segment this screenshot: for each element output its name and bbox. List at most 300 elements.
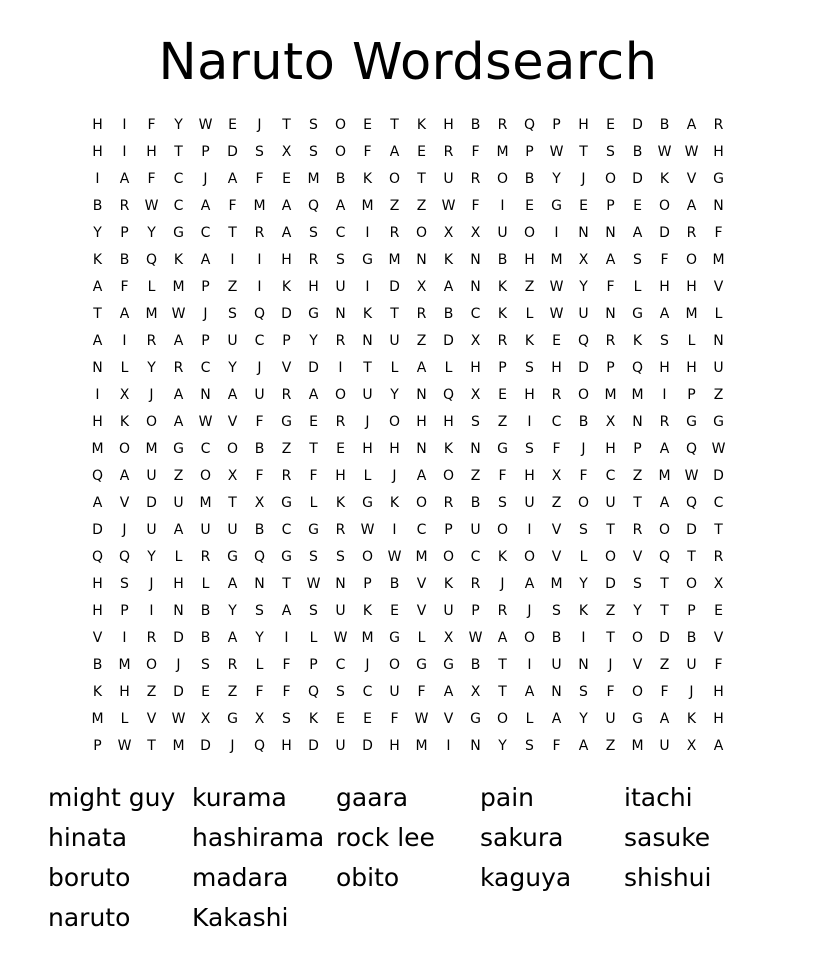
grid-cell[interactable]: R <box>497 117 508 133</box>
grid-cell[interactable]: K <box>632 333 643 349</box>
grid-cell[interactable]: I <box>365 279 370 295</box>
grid-cell[interactable]: S <box>525 360 534 376</box>
grid-cell[interactable]: K <box>443 441 454 457</box>
grid-cell[interactable]: S <box>525 441 534 457</box>
grid-cell[interactable]: Y <box>579 576 588 592</box>
grid-cell[interactable]: L <box>417 630 426 646</box>
grid-cell[interactable]: T <box>390 306 399 322</box>
grid-cell[interactable]: A <box>524 576 535 592</box>
grid-cell[interactable]: S <box>228 306 237 322</box>
grid-cell[interactable]: O <box>577 387 590 403</box>
grid-cell[interactable]: H <box>92 603 103 619</box>
grid-cell[interactable]: Y <box>498 738 507 754</box>
grid-cell[interactable]: G <box>497 441 508 457</box>
grid-cell[interactable]: G <box>173 225 184 241</box>
grid-cell[interactable]: M <box>307 171 320 187</box>
grid-cell[interactable]: I <box>527 414 532 430</box>
grid-cell[interactable]: F <box>552 441 561 457</box>
grid-cell[interactable]: I <box>122 630 127 646</box>
grid-cell[interactable]: C <box>335 225 346 241</box>
grid-cell[interactable]: W <box>414 711 429 727</box>
grid-cell[interactable]: O <box>334 144 347 160</box>
grid-cell[interactable]: K <box>416 117 427 133</box>
grid-cell[interactable]: H <box>470 360 481 376</box>
grid-cell[interactable]: N <box>470 441 481 457</box>
grid-cell[interactable]: O <box>415 495 428 511</box>
grid-cell[interactable]: M <box>145 441 158 457</box>
grid-cell[interactable]: N <box>254 576 265 592</box>
grid-cell[interactable]: H <box>443 414 454 430</box>
grid-cell[interactable]: X <box>443 630 454 646</box>
grid-cell[interactable]: A <box>551 711 562 727</box>
grid-cell[interactable]: R <box>335 333 346 349</box>
grid-cell[interactable]: Q <box>631 360 644 376</box>
grid-cell[interactable]: M <box>361 630 374 646</box>
grid-cell[interactable]: F <box>282 684 291 700</box>
grid-cell[interactable]: A <box>92 279 103 295</box>
grid-cell[interactable]: E <box>633 198 642 214</box>
grid-cell[interactable]: N <box>362 333 373 349</box>
grid-cell[interactable]: X <box>200 711 211 727</box>
grid-cell[interactable]: Z <box>524 279 535 295</box>
grid-cell[interactable]: O <box>361 549 374 565</box>
grid-cell[interactable]: O <box>118 441 131 457</box>
grid-cell[interactable]: N <box>173 603 184 619</box>
grid-cell[interactable]: U <box>254 387 265 403</box>
grid-cell[interactable]: N <box>416 387 427 403</box>
grid-cell[interactable]: Z <box>632 468 643 484</box>
grid-cell[interactable]: A <box>227 576 238 592</box>
grid-cell[interactable]: U <box>659 738 670 754</box>
grid-cell[interactable]: N <box>578 657 589 673</box>
grid-cell[interactable]: A <box>200 252 211 268</box>
grid-cell[interactable]: N <box>335 306 346 322</box>
grid-cell[interactable]: F <box>255 684 264 700</box>
grid-cell[interactable]: Y <box>390 387 399 403</box>
grid-cell[interactable]: I <box>500 198 505 214</box>
grid-cell[interactable]: Z <box>281 441 292 457</box>
grid-cell[interactable]: L <box>714 306 723 322</box>
grid-cell[interactable]: W <box>198 414 213 430</box>
grid-cell[interactable]: A <box>605 252 616 268</box>
grid-cell[interactable]: W <box>549 279 564 295</box>
grid-cell[interactable]: Y <box>579 279 588 295</box>
grid-cell[interactable]: Q <box>685 495 698 511</box>
grid-cell[interactable]: O <box>523 549 536 565</box>
grid-cell[interactable]: U <box>335 279 346 295</box>
grid-cell[interactable]: U <box>227 522 238 538</box>
grid-cell[interactable]: N <box>416 252 427 268</box>
grid-cell[interactable]: F <box>714 657 723 673</box>
grid-cell[interactable]: N <box>416 441 427 457</box>
grid-cell[interactable]: V <box>443 711 454 727</box>
grid-cell[interactable]: W <box>198 117 213 133</box>
grid-cell[interactable]: R <box>686 225 697 241</box>
grid-cell[interactable]: X <box>686 738 697 754</box>
grid-cell[interactable]: H <box>713 144 724 160</box>
grid-cell[interactable]: O <box>631 684 644 700</box>
grid-cell[interactable]: O <box>496 522 509 538</box>
grid-cell[interactable]: C <box>200 441 211 457</box>
grid-cell[interactable]: S <box>579 522 588 538</box>
grid-cell[interactable]: I <box>527 522 532 538</box>
grid-cell[interactable]: B <box>335 171 346 187</box>
grid-cell[interactable]: D <box>146 495 157 511</box>
grid-cell[interactable]: V <box>713 630 724 646</box>
grid-cell[interactable]: U <box>389 333 400 349</box>
grid-cell[interactable]: K <box>92 684 103 700</box>
grid-cell[interactable]: V <box>146 711 157 727</box>
grid-cell[interactable]: S <box>336 252 345 268</box>
grid-cell[interactable]: R <box>146 630 157 646</box>
grid-cell[interactable]: J <box>149 576 154 592</box>
grid-cell[interactable]: Y <box>255 630 264 646</box>
grid-cell[interactable]: N <box>470 279 481 295</box>
grid-cell[interactable]: O <box>199 468 212 484</box>
grid-cell[interactable]: G <box>713 414 724 430</box>
grid-cell[interactable]: I <box>122 117 127 133</box>
grid-cell[interactable]: A <box>578 738 589 754</box>
grid-cell[interactable]: N <box>92 360 103 376</box>
grid-cell[interactable]: S <box>309 549 318 565</box>
grid-cell[interactable]: D <box>308 738 319 754</box>
grid-cell[interactable]: R <box>227 657 238 673</box>
grid-cell[interactable]: D <box>713 468 724 484</box>
grid-cell[interactable]: T <box>228 225 237 241</box>
grid-cell[interactable]: M <box>658 468 671 484</box>
grid-cell[interactable]: O <box>442 468 455 484</box>
grid-cell[interactable]: P <box>120 225 129 241</box>
grid-cell[interactable]: E <box>525 198 534 214</box>
grid-cell[interactable]: T <box>633 495 642 511</box>
grid-cell[interactable]: A <box>173 522 184 538</box>
grid-cell[interactable]: X <box>605 414 616 430</box>
grid-cell[interactable]: T <box>498 657 507 673</box>
grid-cell[interactable]: H <box>686 360 697 376</box>
grid-cell[interactable]: B <box>524 171 535 187</box>
grid-cell[interactable]: Y <box>93 225 102 241</box>
grid-cell[interactable]: F <box>606 684 615 700</box>
grid-cell[interactable]: A <box>686 198 697 214</box>
grid-cell[interactable]: H <box>92 414 103 430</box>
grid-cell[interactable]: I <box>122 144 127 160</box>
grid-cell[interactable]: C <box>281 522 292 538</box>
grid-cell[interactable]: T <box>390 117 399 133</box>
grid-cell[interactable]: G <box>227 549 238 565</box>
grid-cell[interactable]: J <box>203 306 208 322</box>
grid-cell[interactable]: L <box>309 495 318 511</box>
grid-cell[interactable]: W <box>333 630 348 646</box>
grid-cell[interactable]: R <box>146 333 157 349</box>
grid-cell[interactable]: A <box>335 198 346 214</box>
grid-cell[interactable]: O <box>145 414 158 430</box>
grid-cell[interactable]: Y <box>228 603 237 619</box>
grid-cell[interactable]: O <box>658 522 671 538</box>
grid-cell[interactable]: A <box>200 198 211 214</box>
grid-cell[interactable]: P <box>633 441 642 457</box>
grid-cell[interactable]: T <box>282 117 291 133</box>
grid-cell[interactable]: T <box>498 684 507 700</box>
grid-cell[interactable]: N <box>200 387 211 403</box>
grid-cell[interactable]: L <box>120 360 129 376</box>
grid-cell[interactable]: J <box>176 657 181 673</box>
grid-cell[interactable]: E <box>336 441 345 457</box>
grid-cell[interactable]: A <box>389 144 400 160</box>
grid-cell[interactable]: K <box>497 549 508 565</box>
grid-cell[interactable]: G <box>389 630 400 646</box>
grid-cell[interactable]: J <box>689 684 694 700</box>
grid-cell[interactable]: H <box>335 468 346 484</box>
grid-cell[interactable]: F <box>390 711 399 727</box>
grid-cell[interactable]: M <box>199 495 212 511</box>
grid-cell[interactable]: O <box>631 630 644 646</box>
grid-cell[interactable]: T <box>660 576 669 592</box>
grid-cell[interactable]: R <box>497 333 508 349</box>
grid-cell[interactable]: U <box>227 333 238 349</box>
grid-cell[interactable]: T <box>282 576 291 592</box>
grid-cell[interactable]: J <box>230 738 235 754</box>
grid-cell[interactable]: P <box>444 522 453 538</box>
grid-cell[interactable]: A <box>281 198 292 214</box>
grid-cell[interactable]: S <box>336 684 345 700</box>
grid-cell[interactable]: W <box>549 306 564 322</box>
grid-cell[interactable]: P <box>552 117 561 133</box>
grid-cell[interactable]: B <box>443 306 454 322</box>
grid-cell[interactable]: K <box>173 252 184 268</box>
grid-cell[interactable]: A <box>308 387 319 403</box>
grid-cell[interactable]: Z <box>173 468 184 484</box>
grid-cell[interactable]: Z <box>389 198 400 214</box>
grid-cell[interactable]: X <box>713 576 724 592</box>
grid-cell[interactable]: H <box>362 441 373 457</box>
grid-cell[interactable]: G <box>551 198 562 214</box>
grid-cell[interactable]: Z <box>416 333 427 349</box>
grid-cell[interactable]: R <box>470 171 481 187</box>
grid-cell[interactable]: A <box>416 360 427 376</box>
grid-cell[interactable]: E <box>363 117 372 133</box>
grid-cell[interactable]: S <box>633 576 642 592</box>
grid-cell[interactable]: R <box>335 414 346 430</box>
grid-cell[interactable]: I <box>257 252 262 268</box>
grid-cell[interactable]: U <box>146 468 157 484</box>
grid-cell[interactable]: A <box>524 684 535 700</box>
grid-cell[interactable]: B <box>389 576 400 592</box>
grid-cell[interactable]: M <box>415 738 428 754</box>
grid-cell[interactable]: E <box>417 144 426 160</box>
grid-cell[interactable]: P <box>606 360 615 376</box>
grid-cell[interactable]: L <box>147 279 156 295</box>
grid-cell[interactable]: Z <box>497 414 508 430</box>
grid-cell[interactable]: H <box>524 468 535 484</box>
grid-cell[interactable]: F <box>120 279 129 295</box>
grid-cell[interactable]: S <box>498 495 507 511</box>
grid-cell[interactable]: T <box>147 738 156 754</box>
grid-cell[interactable]: A <box>713 738 724 754</box>
grid-cell[interactable]: U <box>470 522 481 538</box>
grid-cell[interactable]: M <box>253 198 266 214</box>
grid-cell[interactable]: P <box>498 360 507 376</box>
grid-cell[interactable]: H <box>713 711 724 727</box>
grid-cell[interactable]: S <box>282 711 291 727</box>
grid-cell[interactable]: F <box>498 468 507 484</box>
grid-cell[interactable]: V <box>713 279 724 295</box>
grid-cell[interactable]: V <box>686 171 697 187</box>
grid-cell[interactable]: P <box>687 603 696 619</box>
grid-cell[interactable]: D <box>281 306 292 322</box>
grid-cell[interactable]: L <box>255 657 264 673</box>
grid-cell[interactable]: F <box>714 225 723 241</box>
grid-cell[interactable]: G <box>362 495 373 511</box>
grid-cell[interactable]: Z <box>605 738 616 754</box>
grid-cell[interactable]: B <box>200 603 211 619</box>
grid-cell[interactable]: L <box>174 549 183 565</box>
grid-cell[interactable]: R <box>605 333 616 349</box>
grid-cell[interactable]: W <box>171 306 186 322</box>
grid-cell[interactable]: Q <box>523 117 536 133</box>
grid-cell[interactable]: Q <box>442 387 455 403</box>
grid-cell[interactable]: K <box>281 279 292 295</box>
grid-cell[interactable]: L <box>309 630 318 646</box>
grid-cell[interactable]: I <box>662 387 667 403</box>
grid-cell[interactable]: Z <box>227 279 238 295</box>
grid-cell[interactable]: A <box>443 684 454 700</box>
grid-cell[interactable]: O <box>145 657 158 673</box>
grid-cell[interactable]: P <box>201 144 210 160</box>
grid-cell[interactable]: M <box>172 279 185 295</box>
grid-cell[interactable]: X <box>416 279 427 295</box>
grid-cell[interactable]: H <box>659 360 670 376</box>
grid-cell[interactable]: W <box>684 468 699 484</box>
grid-cell[interactable]: M <box>631 738 644 754</box>
grid-cell[interactable]: U <box>605 711 616 727</box>
grid-cell[interactable]: Q <box>658 549 671 565</box>
grid-cell[interactable]: N <box>713 333 724 349</box>
grid-cell[interactable]: W <box>117 738 132 754</box>
grid-cell[interactable]: S <box>309 225 318 241</box>
grid-cell[interactable]: F <box>255 468 264 484</box>
grid-cell[interactable]: G <box>443 657 454 673</box>
grid-cell[interactable]: Y <box>552 171 561 187</box>
grid-cell[interactable]: V <box>551 549 562 565</box>
grid-cell[interactable]: A <box>173 387 184 403</box>
grid-cell[interactable]: T <box>714 522 723 538</box>
grid-cell[interactable]: O <box>442 549 455 565</box>
grid-cell[interactable]: A <box>119 468 130 484</box>
grid-cell[interactable]: D <box>659 225 670 241</box>
grid-cell[interactable]: H <box>524 387 535 403</box>
grid-cell[interactable]: H <box>92 576 103 592</box>
grid-cell[interactable]: P <box>363 576 372 592</box>
grid-cell[interactable]: M <box>550 576 563 592</box>
grid-cell[interactable]: A <box>92 495 103 511</box>
grid-cell[interactable]: U <box>524 495 535 511</box>
grid-cell[interactable]: Y <box>228 360 237 376</box>
grid-cell[interactable]: U <box>605 495 616 511</box>
grid-cell[interactable]: B <box>92 657 103 673</box>
grid-cell[interactable]: S <box>660 333 669 349</box>
grid-cell[interactable]: Q <box>253 738 266 754</box>
grid-cell[interactable]: K <box>308 711 319 727</box>
grid-cell[interactable]: G <box>632 306 643 322</box>
grid-cell[interactable]: R <box>281 387 292 403</box>
grid-cell[interactable]: V <box>416 603 427 619</box>
grid-cell[interactable]: C <box>362 684 373 700</box>
grid-cell[interactable]: E <box>282 171 291 187</box>
grid-cell[interactable]: H <box>686 279 697 295</box>
grid-cell[interactable]: H <box>92 144 103 160</box>
grid-cell[interactable]: V <box>416 576 427 592</box>
grid-cell[interactable]: C <box>335 657 346 673</box>
grid-cell[interactable]: M <box>145 306 158 322</box>
grid-cell[interactable]: H <box>92 117 103 133</box>
grid-cell[interactable]: R <box>281 468 292 484</box>
grid-cell[interactable]: O <box>496 171 509 187</box>
grid-cell[interactable]: R <box>308 252 319 268</box>
grid-cell[interactable]: N <box>713 198 724 214</box>
grid-cell[interactable]: S <box>309 144 318 160</box>
grid-cell[interactable]: R <box>335 522 346 538</box>
grid-cell[interactable]: E <box>552 333 561 349</box>
grid-cell[interactable]: P <box>120 603 129 619</box>
grid-cell[interactable]: G <box>227 711 238 727</box>
grid-cell[interactable]: T <box>606 522 615 538</box>
grid-cell[interactable]: R <box>416 306 427 322</box>
grid-cell[interactable]: F <box>552 738 561 754</box>
grid-cell[interactable]: N <box>470 252 481 268</box>
grid-cell[interactable]: G <box>470 711 481 727</box>
grid-cell[interactable]: J <box>257 117 262 133</box>
grid-cell[interactable]: Q <box>253 549 266 565</box>
grid-cell[interactable]: X <box>470 225 481 241</box>
grid-cell[interactable]: R <box>551 387 562 403</box>
grid-cell[interactable]: G <box>281 495 292 511</box>
grid-cell[interactable]: C <box>200 225 211 241</box>
grid-cell[interactable]: S <box>471 414 480 430</box>
grid-cell[interactable]: N <box>605 306 616 322</box>
grid-cell[interactable]: F <box>228 198 237 214</box>
grid-cell[interactable]: O <box>334 117 347 133</box>
grid-cell[interactable]: F <box>660 684 669 700</box>
grid-cell[interactable]: V <box>632 657 643 673</box>
grid-cell[interactable]: H <box>281 252 292 268</box>
grid-cell[interactable]: S <box>633 252 642 268</box>
grid-cell[interactable]: F <box>255 171 264 187</box>
grid-cell[interactable]: B <box>686 630 697 646</box>
grid-cell[interactable]: M <box>685 306 698 322</box>
grid-cell[interactable]: C <box>470 549 481 565</box>
grid-cell[interactable]: H <box>416 414 427 430</box>
grid-cell[interactable]: C <box>173 198 184 214</box>
grid-cell[interactable]: G <box>308 306 319 322</box>
grid-cell[interactable]: D <box>659 630 670 646</box>
grid-cell[interactable]: O <box>226 441 239 457</box>
grid-cell[interactable]: Q <box>91 549 104 565</box>
grid-cell[interactable]: D <box>605 576 616 592</box>
grid-cell[interactable]: M <box>361 198 374 214</box>
grid-cell[interactable]: A <box>227 630 238 646</box>
grid-cell[interactable]: I <box>284 630 289 646</box>
grid-cell[interactable]: D <box>578 360 589 376</box>
grid-cell[interactable]: I <box>338 360 343 376</box>
grid-cell[interactable]: J <box>581 441 586 457</box>
grid-cell[interactable]: W <box>306 576 321 592</box>
grid-cell[interactable]: M <box>172 738 185 754</box>
grid-cell[interactable]: C <box>713 495 724 511</box>
grid-cell[interactable]: S <box>552 603 561 619</box>
grid-cell[interactable]: T <box>309 441 318 457</box>
grid-cell[interactable]: R <box>254 225 265 241</box>
grid-cell[interactable]: K <box>443 252 454 268</box>
